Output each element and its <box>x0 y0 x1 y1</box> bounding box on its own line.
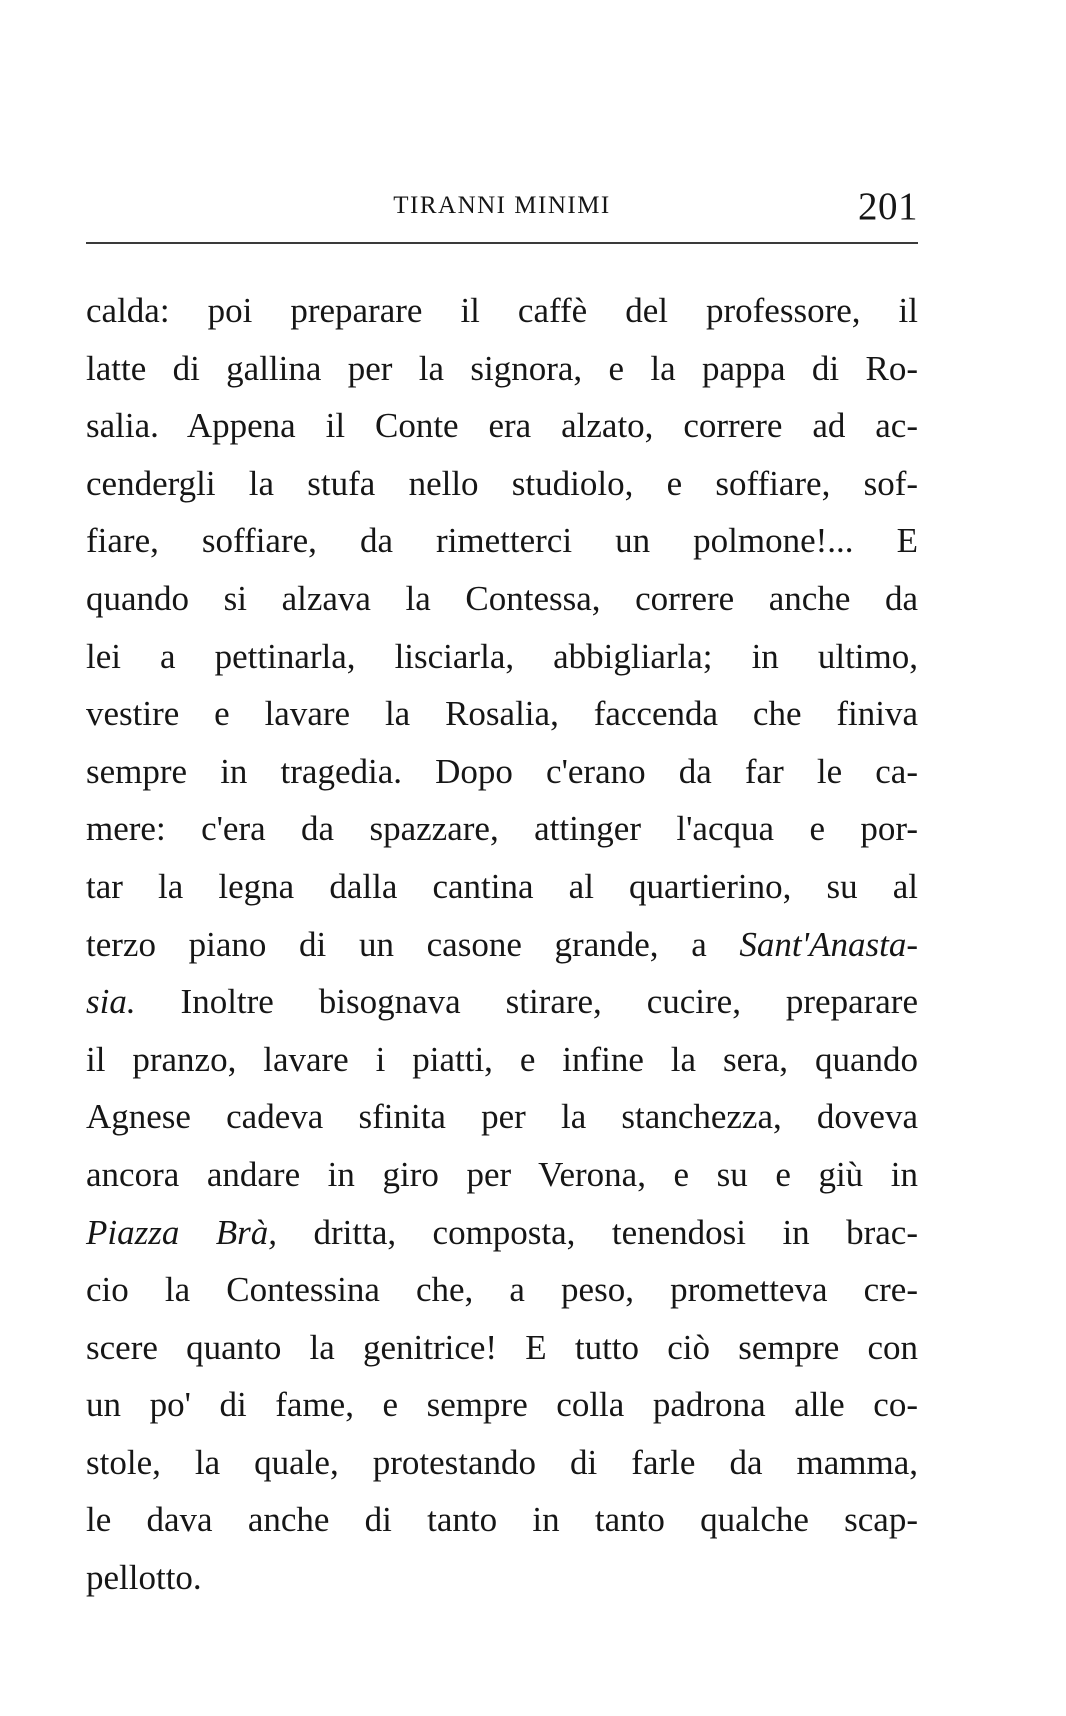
text-line: il pranzo, lavare i piatti, e infine la sera, quando <box>86 1039 918 1079</box>
text-line: lei a pettinarla, lisciarla, abbigliarla; in ultimo, <box>86 636 918 676</box>
italic-place-name: Sant'Anasta- <box>739 924 918 964</box>
header-rule <box>86 242 918 244</box>
text-line: scere quanto la genitrice! E tutto ciò sempre con <box>86 1327 918 1367</box>
text-line: ancora andare in giro per Verona, e su e giù in <box>86 1154 918 1194</box>
text-line: mere: c'era da spazzare, attinger l'acqua e por- <box>86 809 918 849</box>
text-line: quando si alzava la Contessa, correre anche da <box>86 578 918 618</box>
text-line: tar la legna dalla cantina al quartierino, su al <box>86 866 918 906</box>
text-line: sempre in tragedia. Dopo c'erano da far le ca- <box>86 751 918 791</box>
text-line: terzo piano di un casone grande, a Sant'Anasta- <box>86 924 918 964</box>
text-line: calda: poi preparare il caffè del professore, il <box>86 291 918 330</box>
italic-place-name: sia. <box>86 982 136 1022</box>
text-line: cio la Contessina che, a peso, prometteva cre- <box>86 1270 918 1310</box>
text-line: stole, la quale, protestando di farle da mamma, <box>86 1442 918 1482</box>
running-title: TIRANNI MINIMI <box>393 192 611 219</box>
text-line: cendergli la stufa nello studiolo, e soffiare, sof- <box>86 463 918 503</box>
text-line: sia. Inoltre bisognava stirare, cucire, preparare <box>86 982 918 1022</box>
body-text <box>86 282 918 1607</box>
text-line: le dava anche di tanto in tanto qualche scap- <box>86 1500 918 1540</box>
page-number: 201 <box>858 185 918 228</box>
text-line: fiare, soffiare, da rimetterci un polmone!... E <box>86 521 918 561</box>
italic-place-name: Piazza Brà, <box>86 1212 278 1252</box>
running-head <box>86 180 918 240</box>
text-line: latte di gallina per la signora, e la pappa di Ro- <box>86 348 918 388</box>
text-line: salia. Appena il Conte era alzato, correre ad ac- <box>86 406 918 446</box>
text-line: Agnese cadeva sfinita per la stanchezza, doveva <box>86 1097 918 1137</box>
text-line: vestire e lavare la Rosalia, faccenda che finiva <box>86 694 918 734</box>
text-line: pellotto. <box>86 1558 202 1598</box>
text-line: Piazza Brà, dritta, composta, tenendosi in brac- <box>86 1212 918 1252</box>
text-line: un po' di fame, e sempre colla padrona alle co- <box>86 1385 918 1425</box>
